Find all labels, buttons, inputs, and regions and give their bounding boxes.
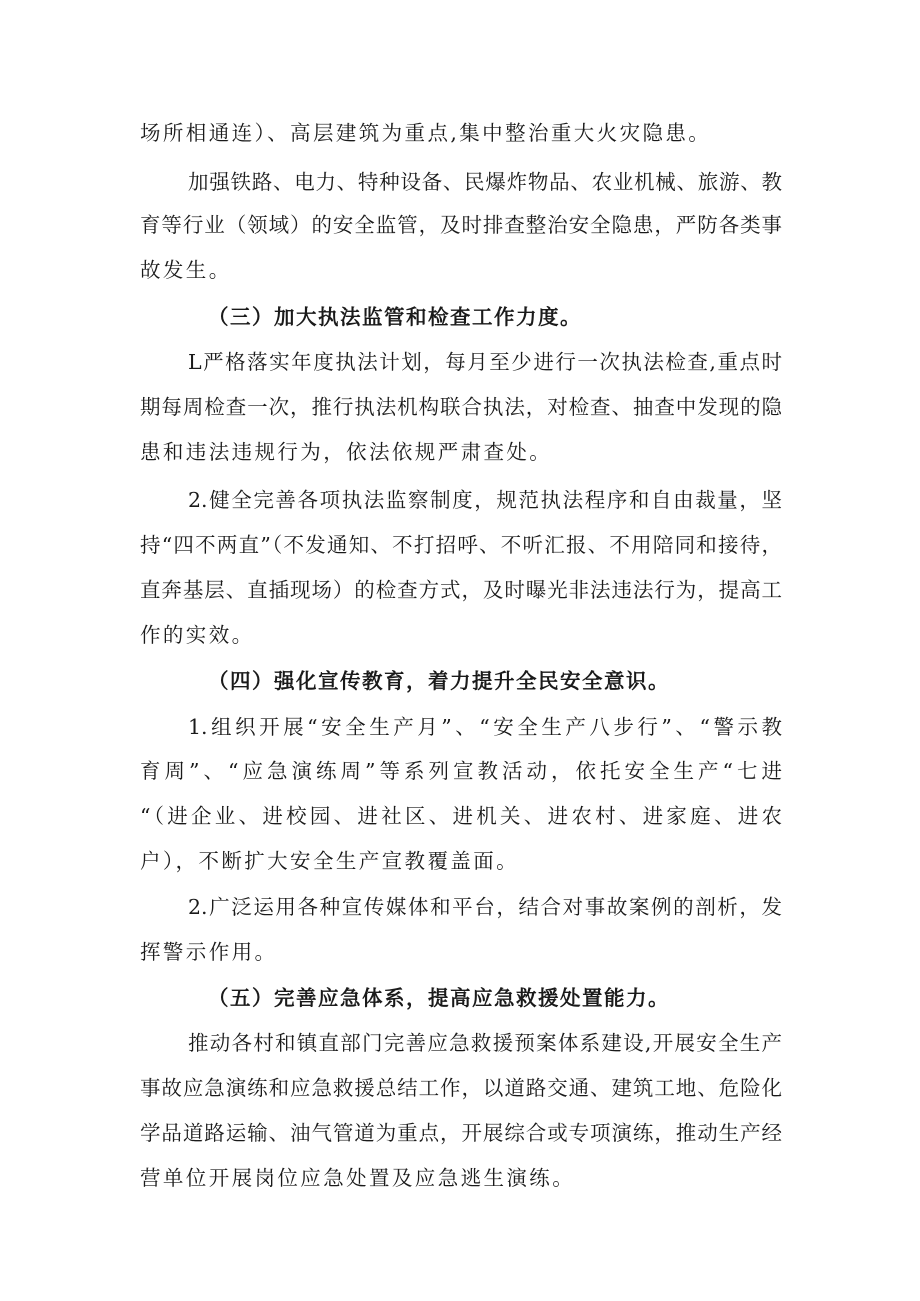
paragraph-line: 场所相通连）、高层建筑为重点,集中整治重大火灾隐患。 xyxy=(140,121,712,145)
paragraph-line: 学品道路运输、油气管道为重点，开展综合或专项演练，推动生产经 xyxy=(140,1121,782,1145)
paragraph-line: 作的实效。 xyxy=(140,623,255,647)
paragraph-line: 直奔基层、直插现场）的检查方式，及时曝光非法违法行为，提高工 xyxy=(140,578,782,602)
paragraph-line: 加强铁路、电力、特种设备、民爆炸物品、农业机械、旅游、教 xyxy=(188,170,782,194)
paragraph-line: 故发生。 xyxy=(140,258,232,282)
paragraph-line: 期每周检查一次，推行执法机构联合执法，对检查、抽查中发现的隐 xyxy=(140,395,782,419)
paragraph-line: 育等行业（领域）的安全监管，及时排查整治安全隐患，严防各类事 xyxy=(140,213,782,237)
paragraph-line: 患和违法违规行为，依法依规严肃查处。 xyxy=(140,440,553,464)
paragraph-line: “（进企业、进校园、进社区、进机关、进农村、进家庭、进农 xyxy=(140,804,782,828)
paragraph-line: 育周”、“应急演练周”等系列宣教活动，依托安全生产“七进 xyxy=(140,759,782,783)
section-heading: （五）完善应急体系，提高应急救援处置能力。 xyxy=(208,986,670,1010)
paragraph-line: 事故应急演练和应急救援总结工作，以道路交通、建筑工地、危险化 xyxy=(140,1076,782,1100)
paragraph-line: 户），不断扩大安全生产宣教覆盖面。 xyxy=(140,849,520,873)
paragraph-line: 推动各村和镇直部门完善应急救援预案体系建设,开展安全生产 xyxy=(188,1031,782,1055)
section-heading: （四）强化宣传教育，着力提升全民安全意识。 xyxy=(208,669,670,693)
paragraph-line: 挥警示作用。 xyxy=(140,940,278,964)
paragraph-line: 2.健全完善各项执法监察制度，规范执法程序和自由裁量，坚 xyxy=(188,488,782,512)
paragraph-line: 持“四不两直”（不发通知、不打招呼、不听汇报、不用陪同和接待， xyxy=(140,533,782,557)
paragraph-line: L严格落实年度执法计划，每月至少进行一次执法检查,重点时 xyxy=(188,350,782,374)
paragraph-line: 营单位开展岗位应急处置及应急逃生演练。 xyxy=(140,1166,576,1190)
section-heading: （三）加大执法监管和检查工作力度。 xyxy=(208,305,582,329)
paragraph-line: 2.广泛运用各种宣传媒体和平台，结合对事故案例的剖析，发 xyxy=(188,895,782,919)
paragraph-line: 1.组织开展“安全生产月”、“安全生产八步行”、“警示教 xyxy=(188,715,782,739)
